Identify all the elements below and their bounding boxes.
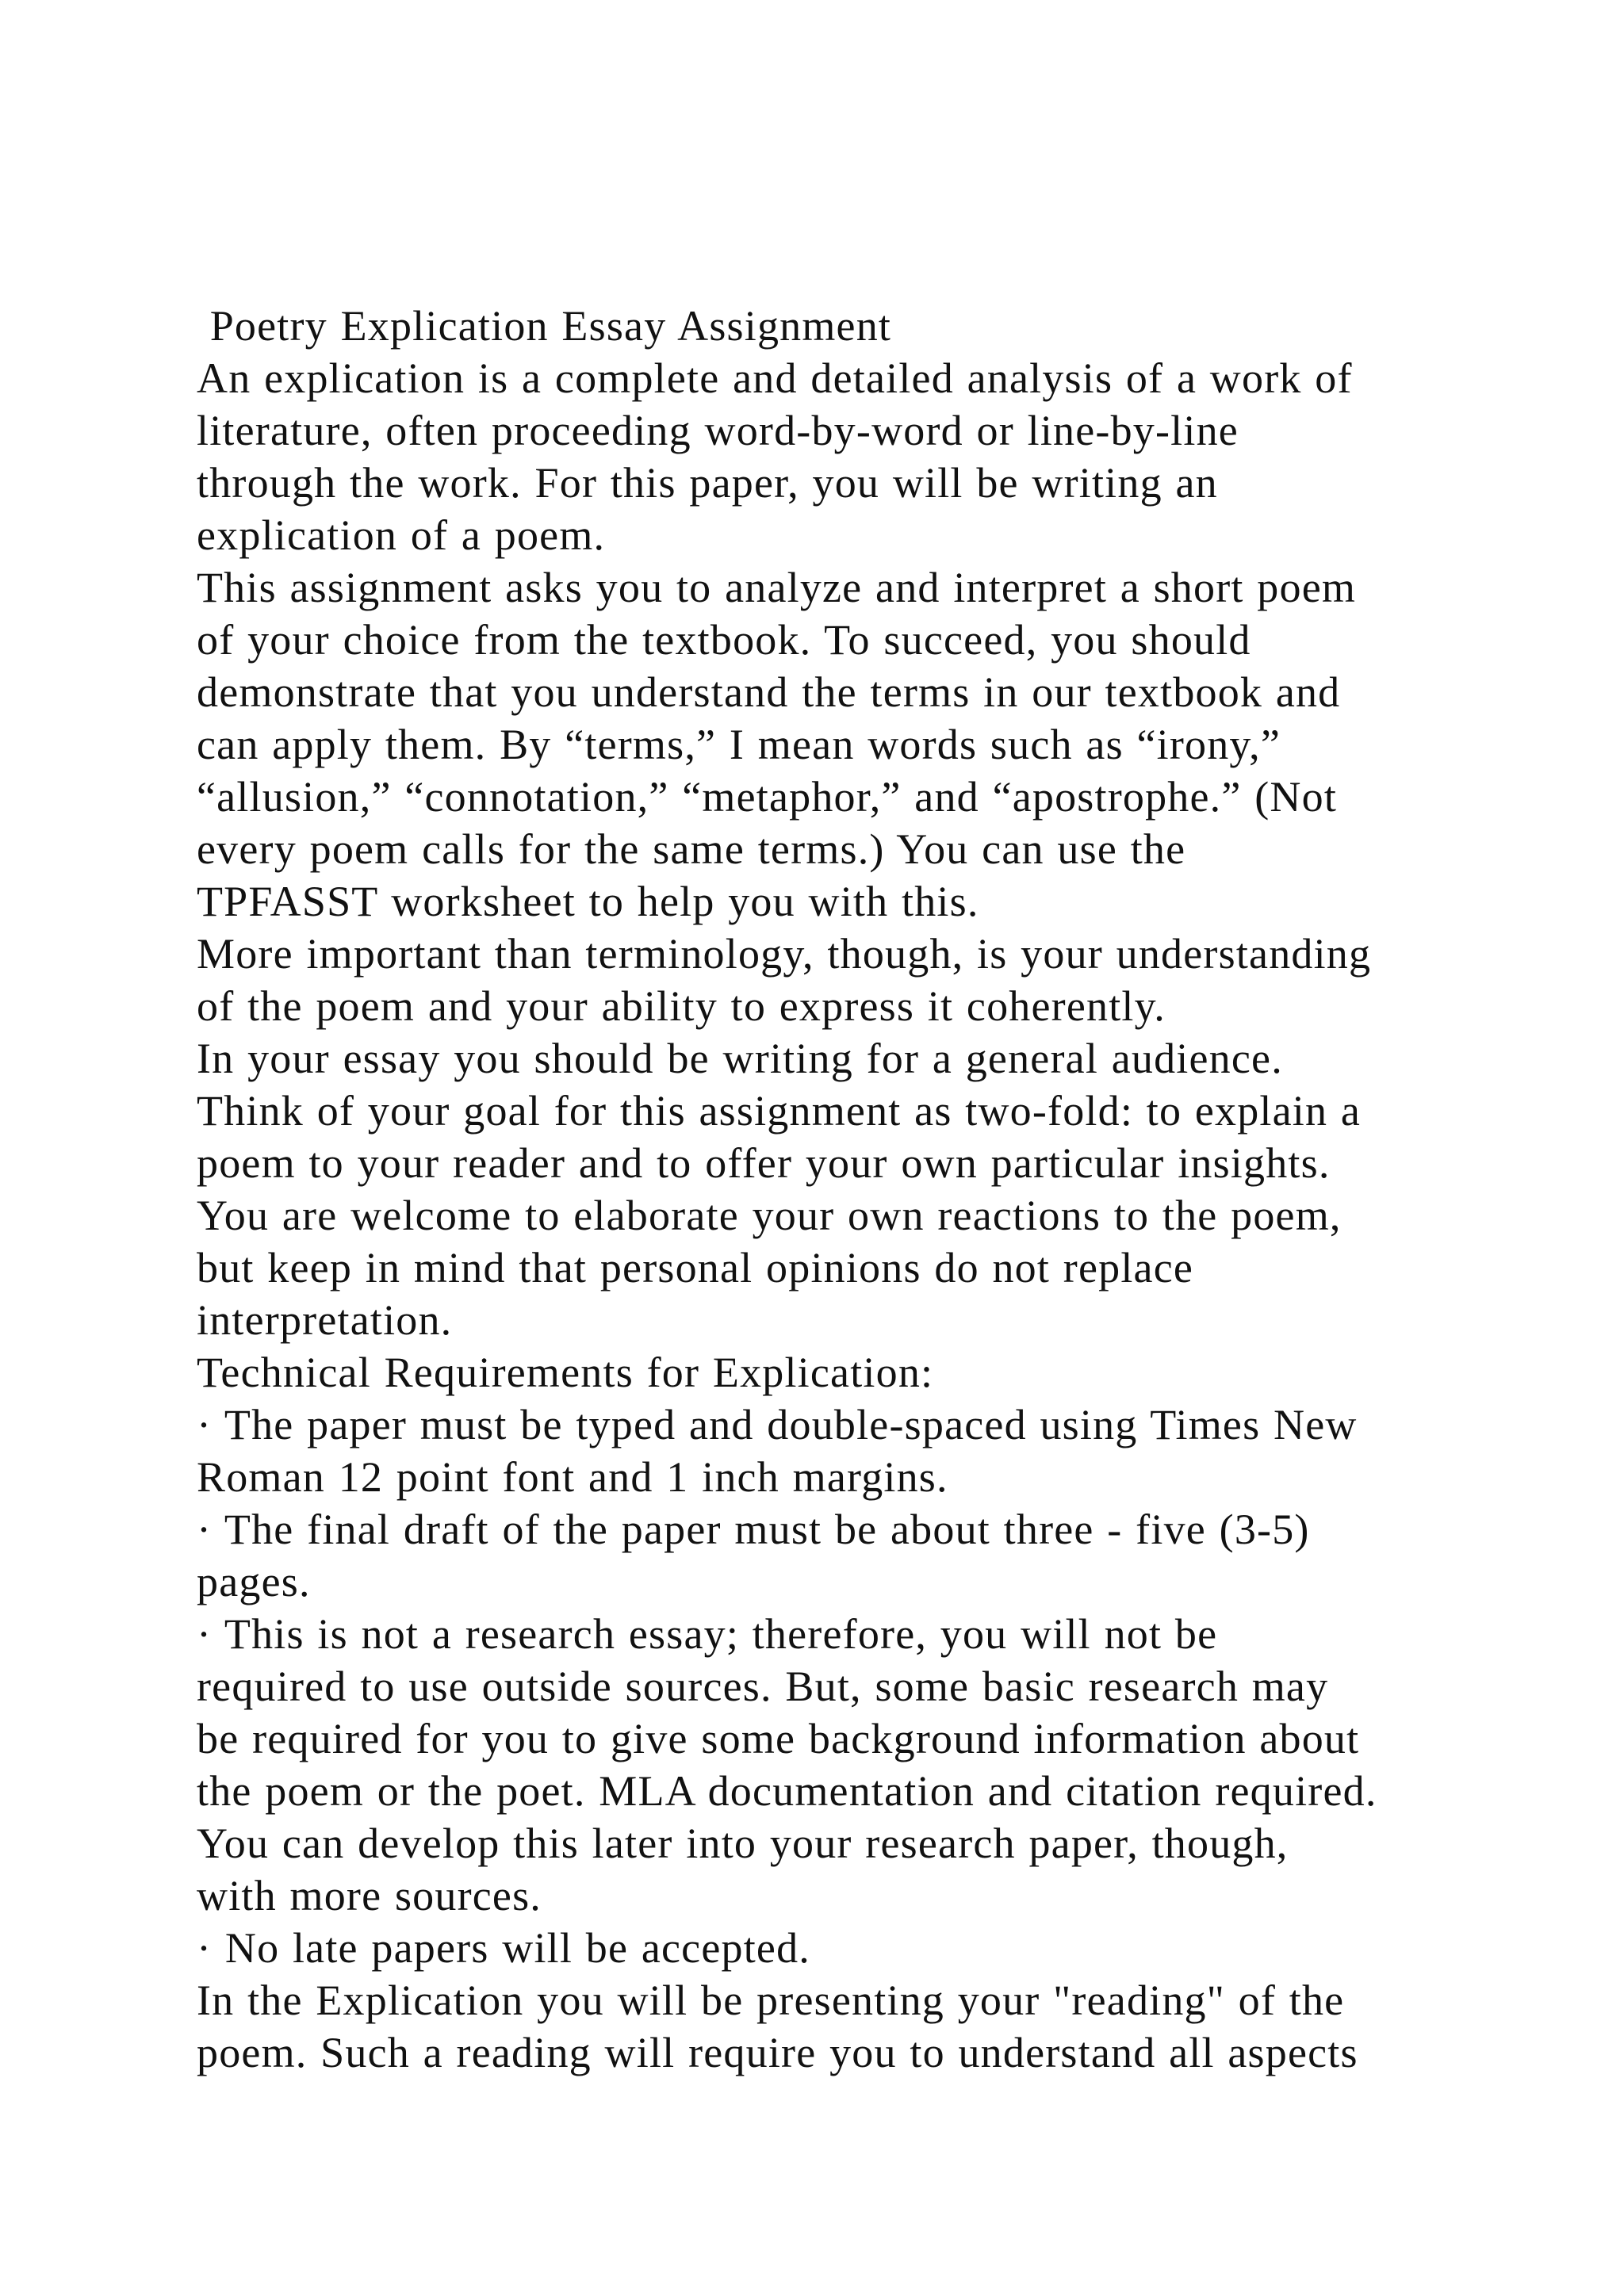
paragraph-line: demonstrate that you understand the terms in our textbook and: [197, 668, 1341, 716]
paragraph-line: of the poem and your ability to express it coherently.: [197, 982, 1166, 1030]
paragraph-line: but keep in mind that personal opinions do not replace: [197, 1244, 1194, 1292]
paragraph-line: poem to your reader and to offer your own particular insights.: [197, 1139, 1331, 1187]
list-item-line: pages.: [197, 1558, 311, 1605]
list-item-line: the poem or the poet. MLA documentation and citation required.: [197, 1767, 1377, 1815]
paragraph-line: TPFASST worksheet to help you with this.: [197, 878, 979, 925]
section-heading: Technical Requirements for Explication:: [197, 1349, 934, 1396]
list-item-line: be required for you to give some background information about: [197, 1715, 1360, 1762]
list-item-line: · No late papers will be accepted.: [197, 1924, 810, 1972]
paragraph-line: poem. Such a reading will require you to understand all aspects: [197, 2029, 1358, 2076]
list-item-line: with more sources.: [197, 1872, 542, 1919]
paragraph-line: “allusion,” “connotation,” “metaphor,” and “apostrophe.” (Not: [197, 773, 1338, 821]
document-title: Poetry Explication Essay Assignment: [197, 302, 892, 350]
list-item-line: required to use outside sources. But, some basic research may: [197, 1663, 1329, 1710]
paragraph-line: More important than terminology, though, is your understanding: [197, 930, 1372, 978]
document-body: [197, 300, 1513, 2079]
paragraph-line: You are welcome to elaborate your own reactions to the poem,: [197, 1192, 1342, 1239]
paragraph-line: interpretation.: [197, 1296, 453, 1344]
paragraph-line: through the work. For this paper, you will be writing an: [197, 459, 1218, 507]
list-item-line: · The final draft of the paper must be about three - five (3-5): [197, 1506, 1310, 1553]
paragraph-line: An explication is a complete and detailed analysis of a work of: [197, 354, 1353, 402]
paragraph-line: This assignment asks you to analyze and interpret a short poem: [197, 564, 1357, 611]
list-item-line: · This is not a research essay; therefore, you will not be: [197, 1610, 1218, 1658]
list-item-line: · The paper must be typed and double-spaced using Times New: [197, 1401, 1358, 1448]
paragraph-line: Think of your goal for this assignment as two-fold: to explain a: [197, 1087, 1362, 1135]
paragraph-line: every poem calls for the same terms.) You can use the: [197, 825, 1186, 873]
paragraph-line: explication of a poem.: [197, 511, 606, 559]
list-item-line: Roman 12 point font and 1 inch margins.: [197, 1453, 948, 1501]
paragraph-line: In your essay you should be writing for a general audience.: [197, 1035, 1283, 1082]
paragraph-line: can apply them. By “terms,” I mean words such as “irony,”: [197, 721, 1281, 768]
list-item-line: You can develop this later into your research paper, though,: [197, 1820, 1289, 1867]
paragraph-line: literature, often proceeding word-by-word or line-by-line: [197, 407, 1239, 454]
paragraph-line: In the Explication you will be presenting your "reading" of the: [197, 1976, 1345, 2024]
paragraph-line: of your choice from the textbook. To succeed, you should: [197, 616, 1251, 664]
